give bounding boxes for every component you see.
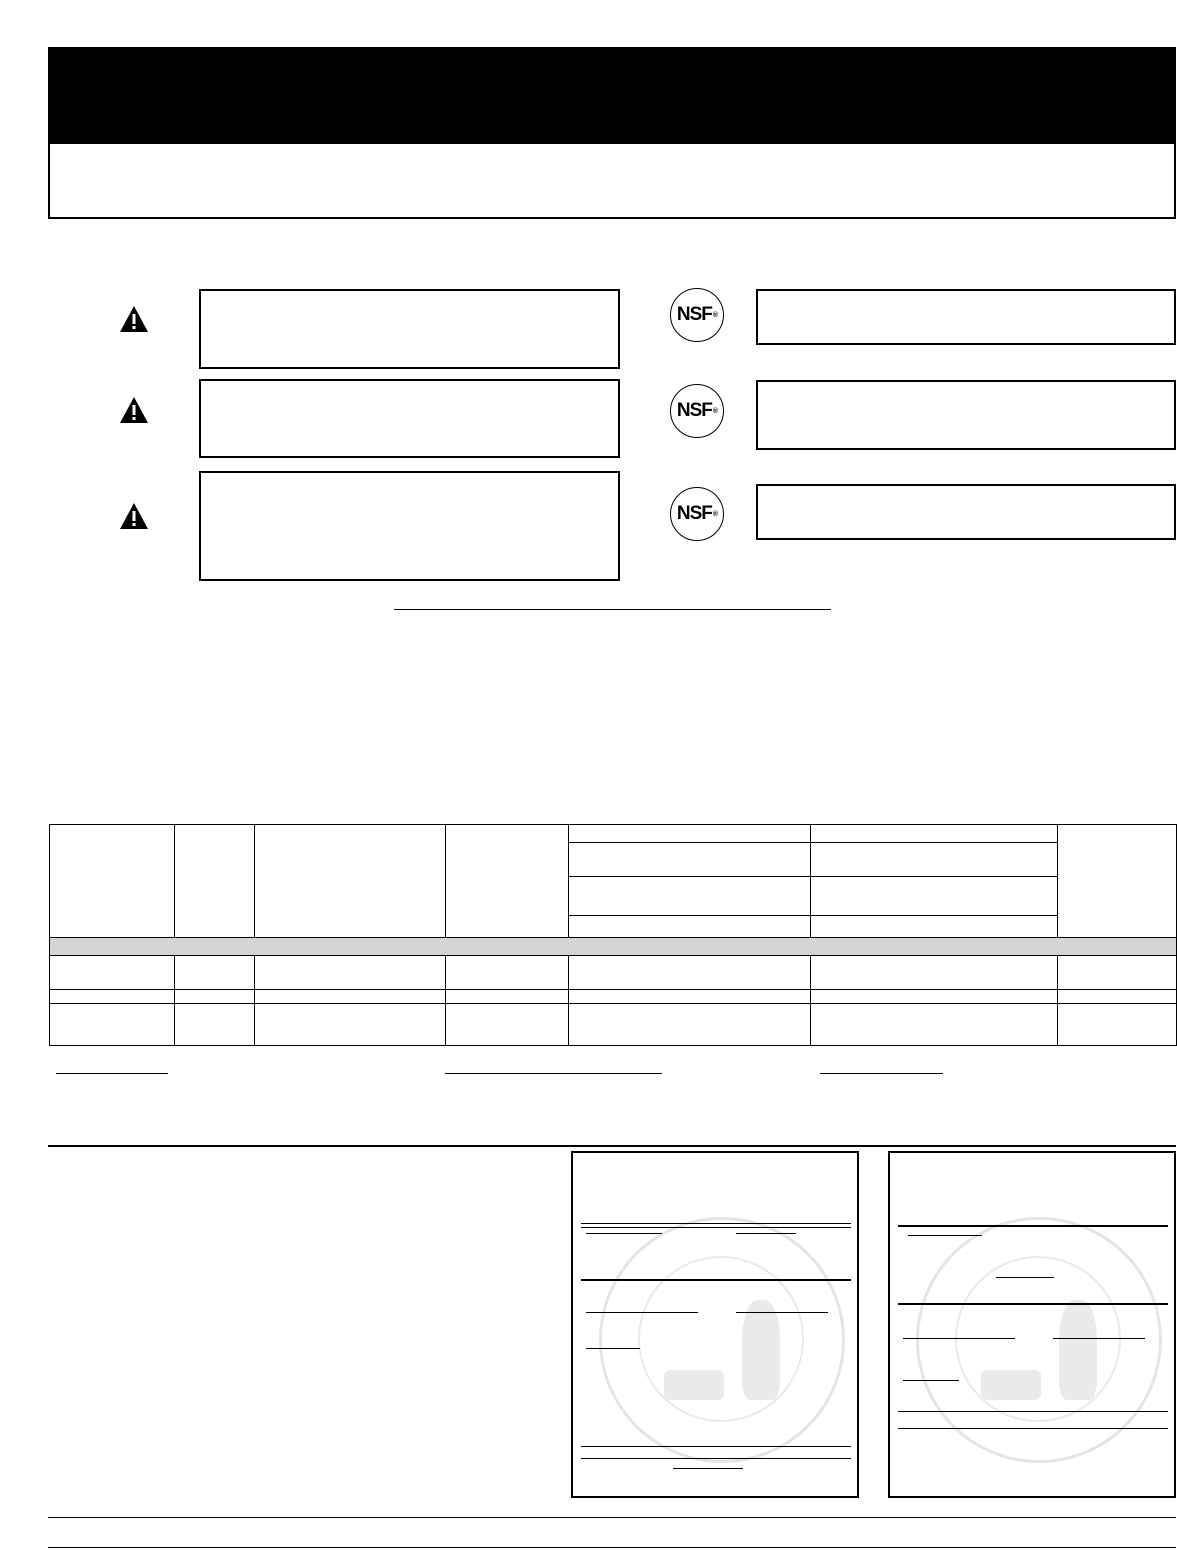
- warning-box-1: [199, 289, 620, 369]
- header-title-bar: [50, 49, 1174, 144]
- footnote-line-3: [820, 1073, 943, 1074]
- table-row: [50, 956, 1177, 990]
- spec-table: [49, 824, 1177, 1046]
- table-header-cell: [569, 877, 811, 916]
- table-header-cell: [175, 825, 255, 938]
- warning-box-2: [199, 379, 620, 458]
- nsf-logo-icon: NSF ®: [670, 487, 724, 541]
- table-header-cell: [446, 825, 569, 938]
- footnote-line-1: [56, 1073, 168, 1074]
- table-header-cell: [811, 825, 1058, 843]
- table-header-cell: [811, 843, 1058, 877]
- table-header-cell: [569, 825, 811, 843]
- section-divider-line: [394, 609, 831, 610]
- certificate-panel-1: [571, 1151, 859, 1498]
- header-box: [48, 47, 1176, 219]
- nsf-box-2: [756, 380, 1176, 450]
- california-seal-icon: [599, 1217, 845, 1463]
- warning-triangle-icon: [119, 396, 149, 424]
- table-header-cell: [255, 825, 446, 938]
- table-header-cell: [811, 877, 1058, 916]
- table-header-cell: [569, 916, 811, 938]
- footer-rule-2: [48, 1547, 1176, 1548]
- warning-triangle-icon: [119, 305, 149, 333]
- footer-rule-1: [48, 1517, 1176, 1518]
- nsf-box-3: [756, 484, 1176, 540]
- table-header-cell: [50, 825, 175, 938]
- warning-triangle-icon: [119, 502, 149, 530]
- section-rule: [48, 1145, 1176, 1147]
- certificate-panel-2: [888, 1151, 1176, 1498]
- table-section-band: [50, 938, 1177, 956]
- california-seal-icon: [916, 1217, 1162, 1463]
- warning-box-3: [199, 471, 620, 581]
- table-row: [50, 990, 1177, 1004]
- nsf-logo-icon: NSF ®: [670, 384, 724, 438]
- table-header-cell: [569, 843, 811, 877]
- table-header-row: [50, 825, 1177, 843]
- footnote-line-2: [445, 1073, 662, 1074]
- nsf-box-1: [756, 289, 1176, 345]
- table-row: [50, 1004, 1177, 1046]
- table-header-cell: [811, 916, 1058, 938]
- table-header-cell: [1058, 825, 1177, 938]
- table-section-cell: [50, 938, 1177, 956]
- nsf-logo-icon: NSF ®: [670, 288, 724, 342]
